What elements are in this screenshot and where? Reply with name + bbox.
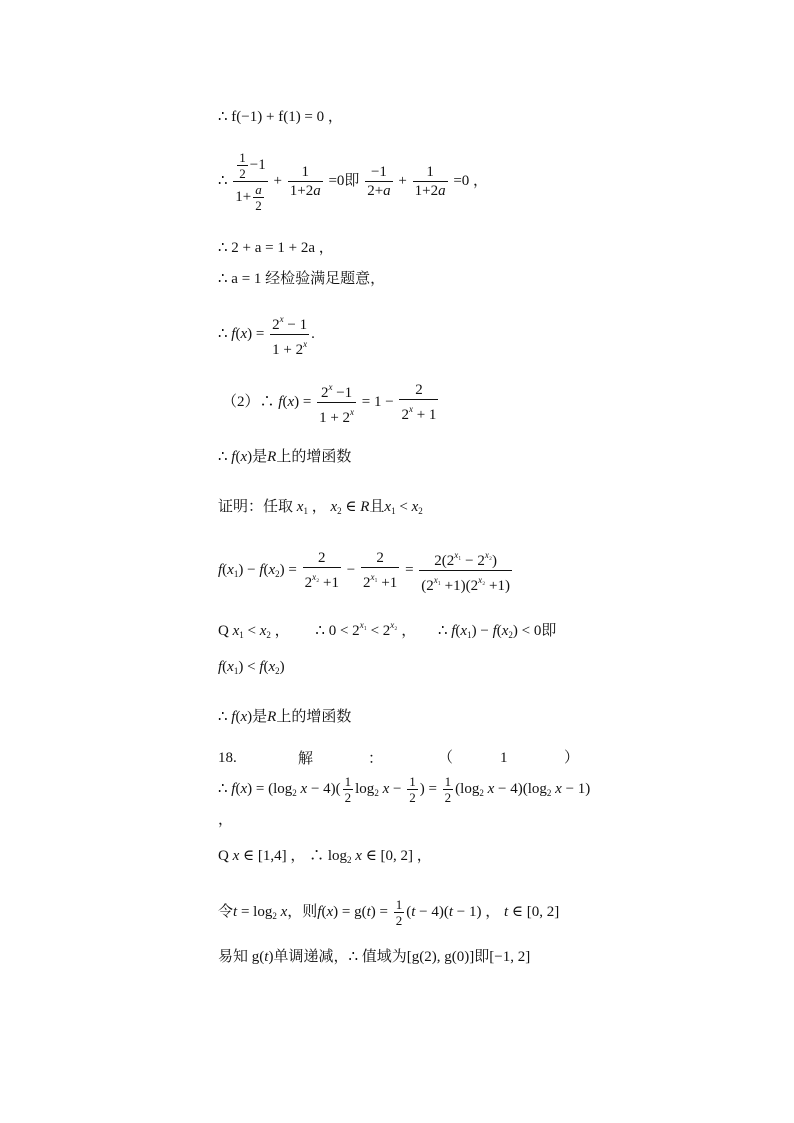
line-15: Q x ∈ [1,4] ， ∴ $\log_2 x$ ∈ [0, 2] ， <box>218 848 432 865</box>
equation-2-plus-a: ∴ 2 + a = 1 + 2a ， <box>218 240 334 256</box>
line-1 <box>218 107 343 127</box>
therefore-symbol: ∴ <box>218 172 228 189</box>
proof-label: 证明：任取 <box>218 497 294 515</box>
part-2-prefix: （2）∴ <box>222 393 275 410</box>
line-3 <box>218 238 334 258</box>
line-2: ∴ $\frac{1}{2}$ −1 1+ $\frac{a}{2}$ + $\frac{1}{1+2a}$ =0即 $\frac{-1}{2+a}$ + $\frac{1}{1+2a}$ =0 ， <box>218 150 489 213</box>
line-17: 易知 g(t)单调递减，∴ 值域为[g(2), g(0)]即[−1, 2] <box>218 947 531 965</box>
fraction-2-over-2x-plus-1: $\frac{2}{2^x + 1}$ <box>401 382 437 423</box>
line-6: （2）∴ f(x) = $\frac{2^x -1}{1 + 2^x}$ = 1 − $\frac{2}{2^x + 1}$ <box>222 378 440 427</box>
check-text: 经检验满足题意， <box>265 269 386 287</box>
fraction-fx: $\frac{2^x - 1}{1 + 2^x}$ <box>270 310 309 359</box>
line-8: 证明：任取 $x_1$ ， $x_2$ ∈ R且$x_1 < x_2$ <box>218 497 423 516</box>
line-5: ∴ f(x) = $\frac{2^x - 1}{1 + 2^x}$ . <box>218 310 315 359</box>
fraction-fx-2: $\frac{2^x -1}{1 + 2^x}$ <box>317 378 356 427</box>
line-9: $f(x_1) - f(x_2)$ = $\frac{2}{2^{x_2} +1}$ − $\frac{2}{2^{x_1} +1}$ = $\frac{2(2^{x_1} - 2^{x_2})}{(2^{x_1} +1)(2^{x_2} +1)}$ <box>218 546 514 595</box>
therefore-sum-equation: ∴ f(−1) + f(1) = 0 ， <box>218 109 343 125</box>
ji-word: 即 <box>344 170 360 189</box>
line-10: Q $x_1 < x_2$ ， ∴ $0 < 2^{x_1} < 2^{x_2}$ ， ∴ $f(x_1) - f(x_2) < 0$即 <box>218 620 557 640</box>
fraction-b: $\frac{2}{2^{x_1} +1}$ <box>362 550 398 591</box>
line-4 <box>218 268 385 289</box>
line-14: ∴ $f(x) = (\log_2$ x − 4)( $\frac{1}{2}$ $\log_2 x$ − $\frac{1}{2}$ ) = $\frac{1}{2}$ ($\log_2$ $x - 4)(\log_2$ x − 1) <box>218 774 591 805</box>
fraction-1-over-1-plus-2a: $\frac{1}{1+2a}$ <box>289 164 321 199</box>
line-11: $f(x_1) < f(x_2)$ <box>218 659 285 676</box>
increasing-function-text: 上的增函数 <box>276 447 352 465</box>
fraction-neg1-over-2-plus-a: $\frac{-1}{2+a}$ <box>367 164 391 199</box>
fraction-c: $\frac{2(2^{x_1} - 2^{x_2})}{(2^{x_1} +1)(2^{x_2} +1)}$ <box>419 546 512 595</box>
line-12: ∴ f(x)是R上的增函数 <box>218 707 352 725</box>
fraction-a: $\frac{2}{2^{x_2} +1}$ <box>304 550 339 591</box>
fraction-compound: $\frac{1}{2}$ −1 1+ $\frac{a}{2}$ <box>235 150 266 213</box>
line-7: ∴ f(x)是R上的增函数 <box>218 447 352 465</box>
fraction-1-over-1-plus-2a-b: $\frac{1}{1+2a}$ <box>414 164 446 199</box>
a-equals-1: ∴ a = 1 <box>218 271 262 287</box>
line-16: 令$t = \log_2 x$，则f(x) = g(t) = $\frac{1}{2}$ (t − 4)(t − 1) ， t ∈ [0, 2] <box>218 897 560 928</box>
line-14-comma: ， <box>218 812 234 828</box>
